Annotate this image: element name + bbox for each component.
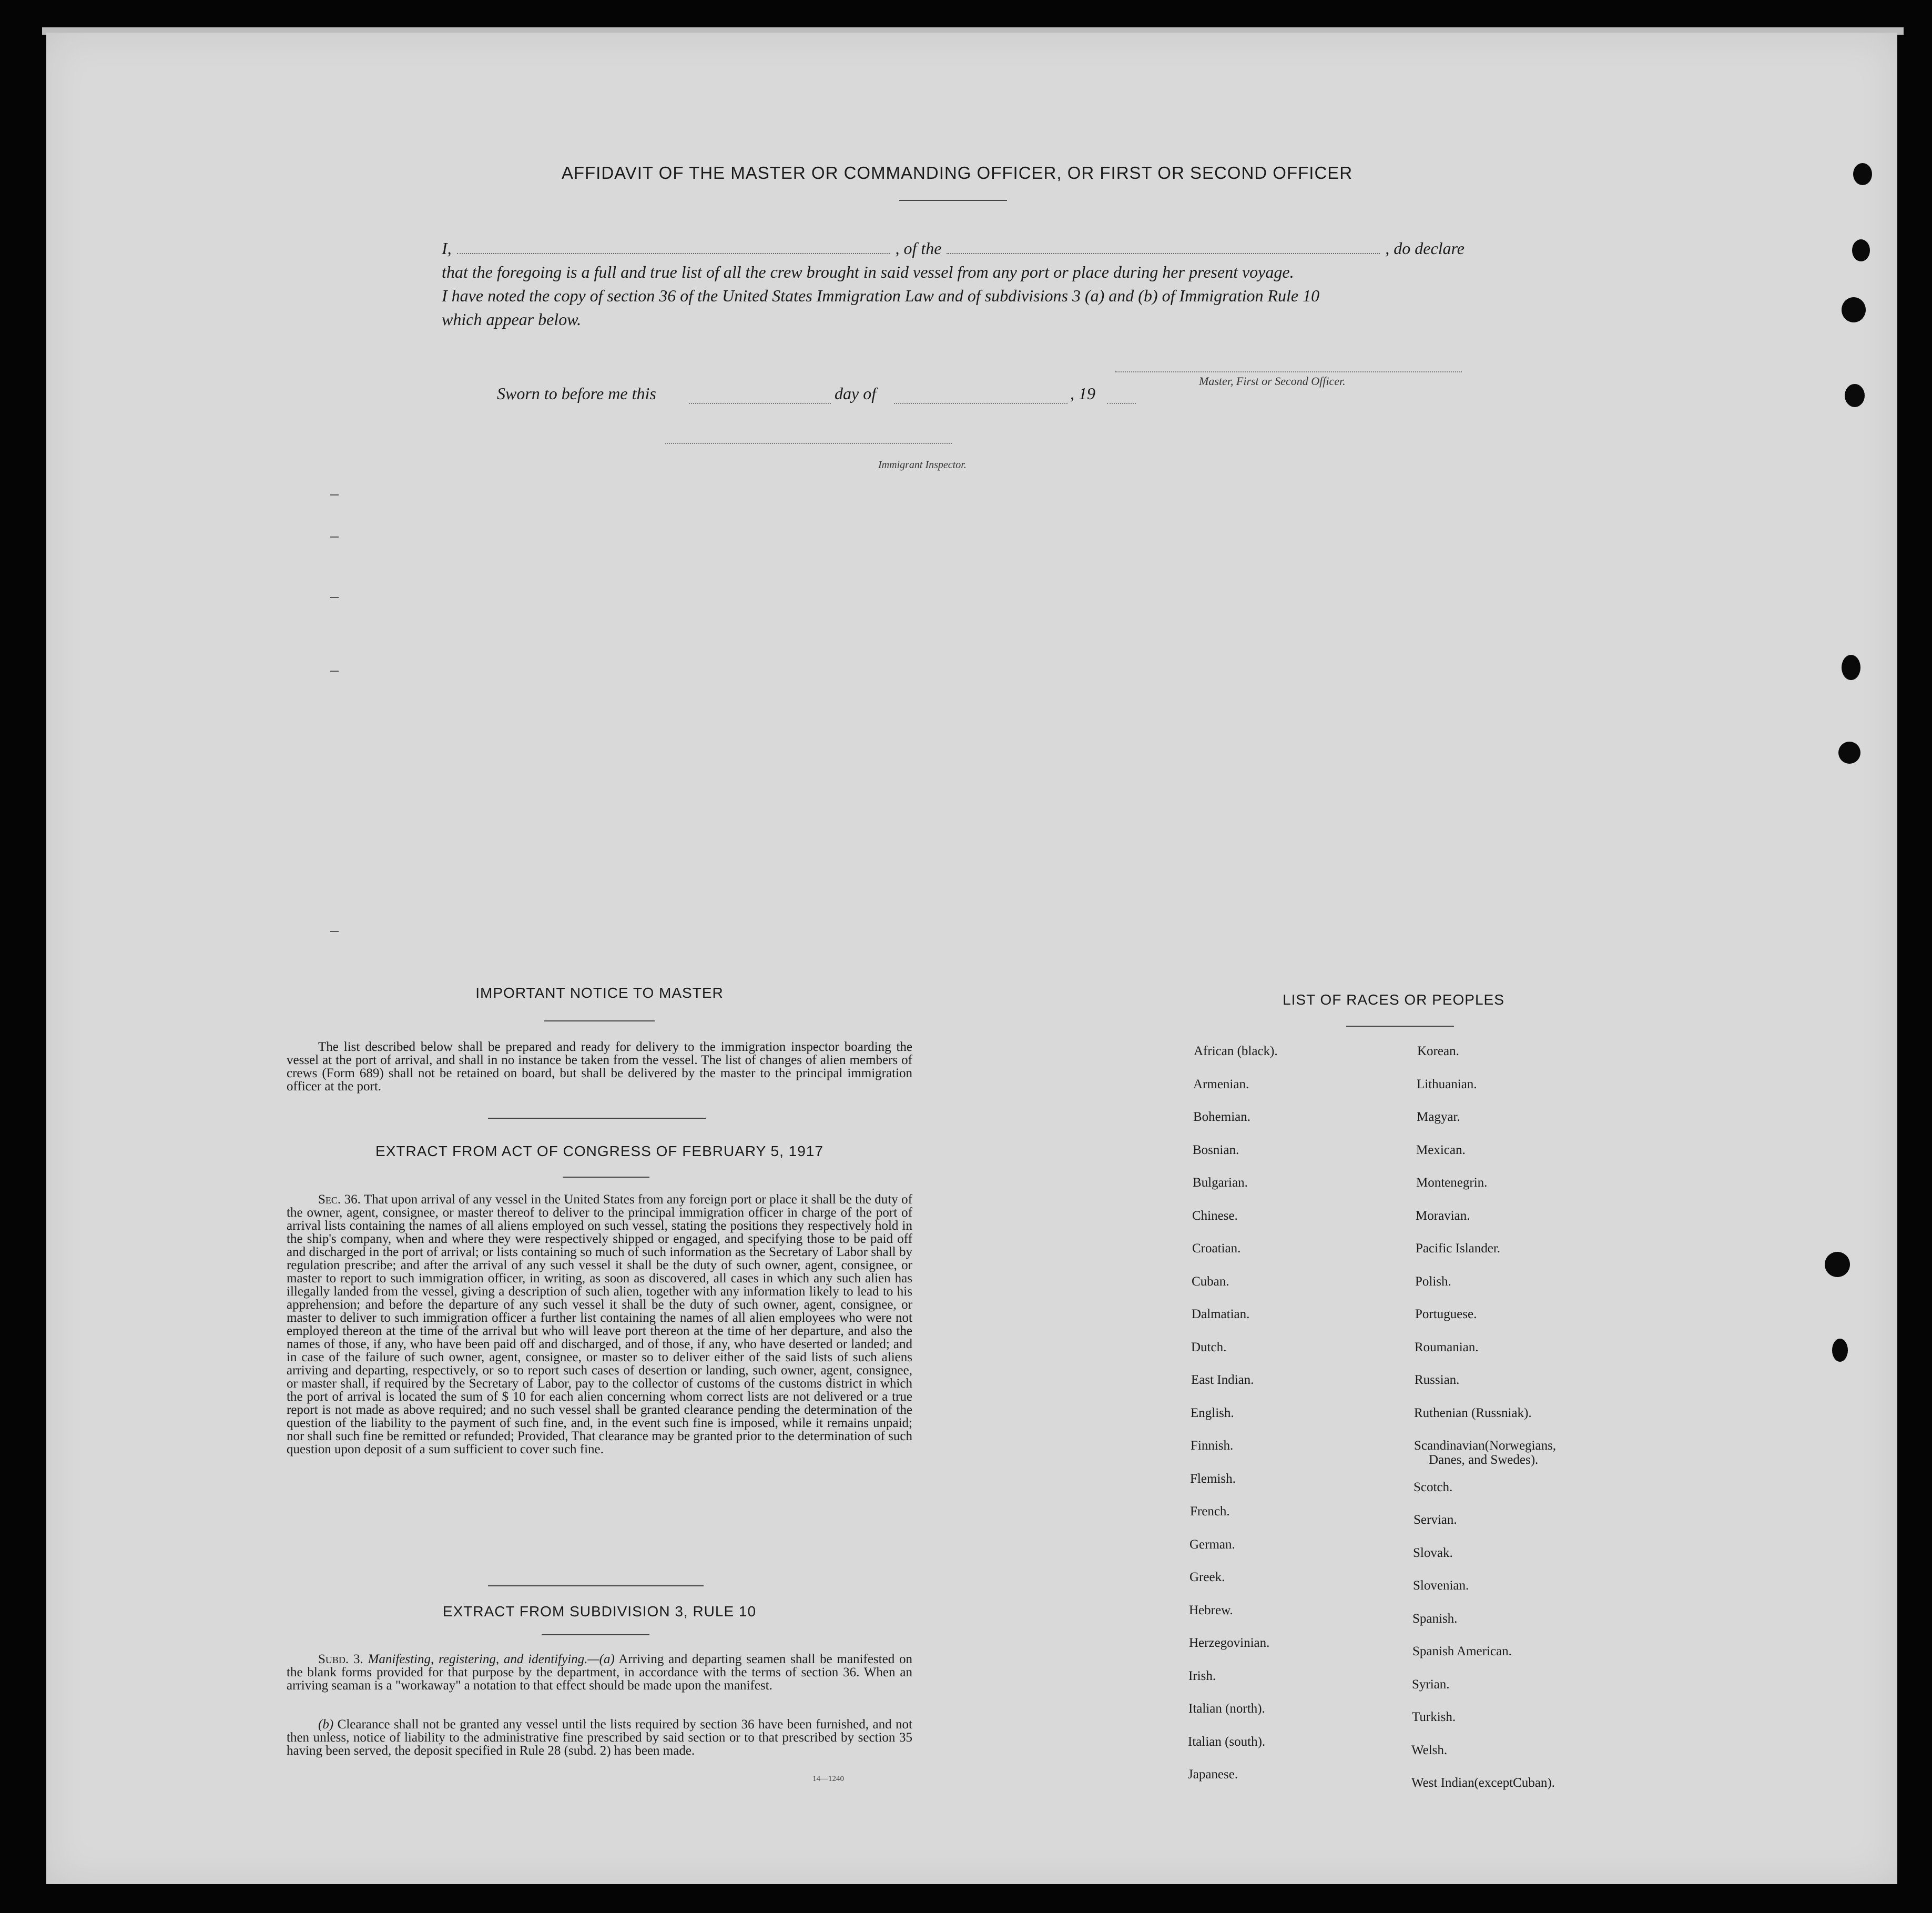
race-item: Servian. (1414, 1513, 1457, 1527)
rule-label-b: (b) (318, 1717, 334, 1732)
race-item: Slovak. (1413, 1545, 1453, 1560)
race-item: Scotch. (1414, 1480, 1453, 1494)
notice-text: The list described below shall be prepared and ready for delivery to the immigration inspector boarding the vessel at the port of arrival, and shall in no instance be taken from the vessel. The list of changes of alien members of crews (Form 689) shall not be retained on board, but shall be delivered by the master to the principal immigration officer at the port. (287, 1040, 912, 1094)
race-item: Korean. (1417, 1044, 1459, 1058)
sworn-day-field[interactable] (689, 403, 831, 404)
race-item: Armenian. (1193, 1077, 1249, 1091)
binder-hole (1838, 742, 1860, 764)
race-item: Dutch. (1191, 1340, 1227, 1354)
race-item: Mexican. (1416, 1142, 1466, 1157)
race-item: Finnish. (1191, 1439, 1234, 1453)
declaration-block (442, 237, 1465, 331)
notice-heading: IMPORTANT NOTICE TO MASTER (475, 985, 724, 1001)
form-number: 14—1240 (812, 1775, 844, 1783)
race-item: Croatian. (1192, 1241, 1241, 1256)
race-item: Lithuanian. (1417, 1077, 1477, 1091)
race-item: Spanish American. (1412, 1644, 1512, 1658)
race-item: Scandinavian(Norwegians, (1414, 1439, 1557, 1453)
act-section-body: That upon arrival of any vessel in the United States from any foreign port or place it shall be the duty of the owner, agent, consignee, or master thereof to deliver to the principal immigration officer in charge of the port of arrival lists containing the names of all aliens employed on such vessel, stating the positions they respectively hold in the ship's company, when and where they were respectively shipped or engaged, and specifying those to be paid off and discharged in the port of arrival; or lists containing so much of such information as the Secretary of Labor shall by regulation prescribe; and after the arrival of any such vessel it shall be the duty of such owner, agent, consignee, or master to report to such immigration officer, in writing, as soon as discovered, all cases in which any such alien has illegally landed from the vessel, giving a description of such alien, together with any information likely to lead to his apprehension; and before the departure of any such vessel it shall be the duty of such owner, agent, consignee, or master to deliver to such immigration officer a further list containing the names of all alien employees who were not employed thereon at the time of the arrival but who will leave port thereon at the time of her departure, and also the names of those, if any, who have been paid off and discharged, and of those, if any, who have deserted or landed; and in case of the failure of such owner, agent, consignee, or master so to deliver either of the said lists of such aliens arriving and departing, respectively, or so to report such cases of desertion or landing, such owner, agent, consignee, or master shall, if required by the Secretary of Labor, pay to the collector of customs of the customs district in which the port of arrival is located the sum of $ 10 for each alien concerning whom correct lists are not delivered or a true report is not made as above required; and no such vessel shall be granted clearance pending the determination of the question of the liability to the payment of such fine, and, in the event such fine is imposed, while it remains unpaid; nor shall such fine be remitted or refunded; Provided, That clearance may be granted prior to the determination of such question upon deposit of a sum sufficient to cover such fine. (287, 1192, 912, 1456)
margin-mark (330, 671, 339, 672)
binder-hole (1853, 163, 1872, 185)
race-item: Slovenian. (1413, 1578, 1469, 1593)
notice-heading-rule (544, 1020, 655, 1021)
races-heading-rule (1346, 1026, 1454, 1027)
race-item: Japanese. (1188, 1767, 1238, 1782)
rule-subd-label: Subd. 3. (318, 1652, 363, 1666)
inspector-signature-line[interactable] (665, 443, 952, 444)
race-item: Ruthenian (Russniak). (1414, 1405, 1532, 1420)
race-item: Bulgarian. (1193, 1176, 1248, 1190)
declaration-i: I, (442, 239, 452, 258)
rule-heading-rule (542, 1634, 649, 1635)
master-name-field[interactable] (457, 237, 890, 254)
race-item: Magyar. (1417, 1110, 1460, 1124)
rule-subd-title: Manifesting, registering, and identifying.—(a) (368, 1652, 615, 1666)
declaration-line-4: which appear below. (442, 310, 582, 329)
race-item: Herzegovinian. (1189, 1636, 1270, 1650)
act-section-label: Sec. 36. (318, 1192, 361, 1207)
margin-mark (330, 931, 339, 932)
race-item: Polish. (1415, 1274, 1451, 1289)
race-item: Chinese. (1192, 1208, 1238, 1223)
race-item: Bosnian. (1193, 1142, 1239, 1157)
binder-hole (1825, 1252, 1850, 1277)
act-text (287, 1193, 912, 1456)
race-item: Syrian. (1412, 1677, 1450, 1692)
declaration-line-2: that the foregoing is a full and true list of all the crew brought in said vessel from any port or place during her present voyage. (442, 262, 1294, 281)
binder-hole (1845, 384, 1865, 407)
margin-mark (330, 597, 339, 598)
binder-hole (1842, 655, 1860, 680)
notice-separator (488, 1118, 706, 1119)
race-item: Italian (north). (1188, 1702, 1265, 1716)
rule-subd-body-b: Clearance shall not be granted any vessel until the lists required by section 36 have been furnished, and not then unless, notice of liability to the administrative fine prescribed by said section or to that prescribed by section 35 having been served, the deposit specified in Rule 28 (subd. 2) has been made. (287, 1717, 913, 1758)
rule-text-b (287, 1718, 912, 1757)
race-item: African (black). (1194, 1044, 1278, 1058)
year-prefix: , 19 (1070, 384, 1095, 403)
binder-hole (1832, 1339, 1848, 1362)
rule-subd-body-a: Arriving and departing seamen shall be manifested on the blank forms provided for that purpose by the department, in accordance with the terms of section 36. When an arriving seaman is a "workaway" a notation to that effect should be made upon the manifest. (287, 1652, 913, 1693)
affidavit-title: AFFIDAVIT OF THE MASTER OR COMMANDING OFFICER, OR FIRST OR SECOND OFFICER (561, 163, 1353, 183)
race-item: Dalmatian. (1192, 1307, 1250, 1321)
race-item: East Indian. (1191, 1373, 1254, 1387)
race-item: French. (1190, 1504, 1230, 1519)
declaration-line-1 (442, 237, 1465, 260)
vessel-name-field[interactable] (947, 237, 1380, 254)
race-item: West Indian(exceptCuban). (1411, 1776, 1555, 1790)
race-item: Portuguese. (1415, 1307, 1477, 1321)
race-item: Cuban. (1192, 1274, 1229, 1289)
races-heading: LIST OF RACES OR PEOPLES (1283, 991, 1504, 1008)
binder-hole (1842, 297, 1866, 322)
sworn-text: Sworn to before me this (497, 384, 656, 403)
inspector-caption: Immigrant Inspector. (878, 459, 967, 471)
master-signature-line[interactable] (1115, 371, 1462, 372)
race-item: German. (1189, 1537, 1235, 1552)
binder-hole (1852, 239, 1870, 261)
act-separator (488, 1585, 704, 1586)
race-item: Hebrew. (1189, 1603, 1233, 1617)
declaration-do-declare: , do declare (1385, 239, 1465, 258)
margin-mark (330, 537, 339, 538)
race-item: Montenegrin. (1416, 1176, 1488, 1190)
race-item-continuation: Danes, and Swedes). (1429, 1453, 1539, 1467)
margin-mark (330, 494, 339, 495)
race-item: Russian. (1415, 1373, 1460, 1387)
race-item: Irish. (1188, 1668, 1216, 1683)
race-item: Greek. (1189, 1570, 1225, 1584)
race-item: English. (1191, 1405, 1234, 1420)
master-caption: Master, First or Second Officer. (1199, 374, 1346, 388)
race-item: Roumanian. (1415, 1340, 1479, 1354)
race-item: Turkish. (1412, 1710, 1456, 1724)
race-item: Spanish. (1412, 1611, 1458, 1626)
race-item: Italian (south). (1188, 1734, 1266, 1749)
race-item: Pacific Islander. (1416, 1241, 1501, 1256)
day-of-text: day of (835, 384, 877, 403)
race-item: Flemish. (1190, 1471, 1236, 1486)
race-item: Bohemian. (1193, 1110, 1251, 1124)
race-item: Welsh. (1411, 1743, 1448, 1757)
declaration-line-3: I have noted the copy of section 36 of the United States Immigration Law and of subdivisions 3 (a) and (b) of Immigration Rule 10 (442, 286, 1320, 305)
act-heading-rule (563, 1177, 649, 1178)
declaration-of-the: , of the (895, 239, 942, 258)
rule-text-a (287, 1653, 912, 1692)
rule-heading: EXTRACT FROM SUBDIVISION 3, RULE 10 (442, 1603, 757, 1620)
sworn-year-field[interactable] (1107, 403, 1136, 404)
race-item: Moravian. (1416, 1208, 1470, 1223)
sworn-month-field[interactable] (894, 403, 1067, 404)
act-heading: EXTRACT FROM ACT OF CONGRESS OF FEBRUARY 5, 1917 (375, 1143, 823, 1159)
title-underline (899, 200, 1007, 201)
